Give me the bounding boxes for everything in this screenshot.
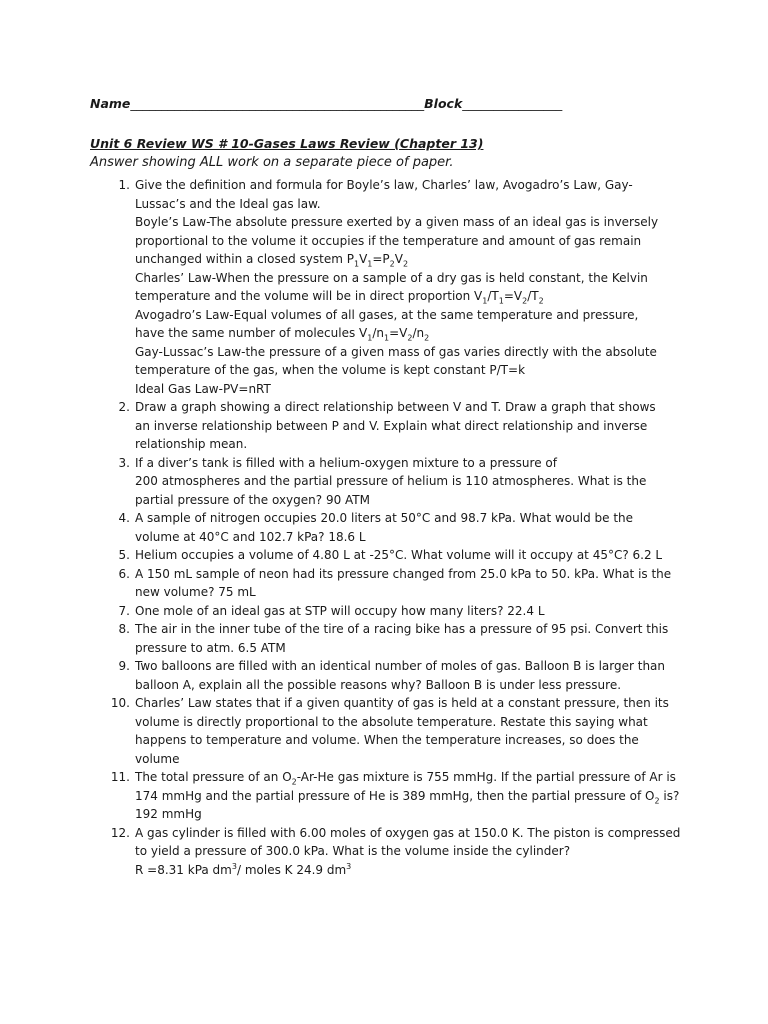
question-text-line: temperature of the gas, when the volume is kept constant P/T=k [135,363,526,377]
question-number: 1. [118,178,130,192]
question-text-line: balloon A, explain all the possible reasons why? Balloon B is under less pressure. [135,677,622,692]
question-text-line: have the same number of molecules $V_1/n_1=V_2/n_2$ [135,326,430,343]
question-text-line: Helium occupies a volume of 4.80 L at -25°C. What volume will it occupy at 45°C? 6.2 L [135,548,663,562]
question-item [108,546,682,565]
question-text-line: A gas cylinder is filled with 6.00 moles of oxygen gas at 150.0 K. The piston is compressed [135,825,681,840]
worksheet-title: Unit 6 Review WS # 10-Gases Laws Review (Chapter 13) [90,136,484,151]
question-item [108,565,682,602]
question-text-line: volume is directly proportional to the absolute temperature. Restate this saying what [135,714,648,729]
question-number: 11. [110,770,130,784]
question-text-line: happens to temperature and volume. When the temperature increases, so does the [135,733,639,747]
question-text-line: Lussac’s and the Ideal gas law. [135,196,321,211]
question-text-line: 200 atmospheres and the partial pressure of helium is 110 atmospheres. What is the [135,474,647,488]
question-text-line: Boyle’s Law-The absolute pressure exerted by a given mass of an ideal gas is inversely [135,215,659,229]
question-number: 7. [118,603,130,618]
question-item [108,768,682,824]
question-text-line: A 150 mL sample of neon had its pressure changed from 25.0 kPa to 50. kPa. What is the [135,566,672,581]
block-blank: ________________ [462,96,563,111]
question-text-line: an inverse relationship between P and V. Explain what direct relationship and inverse [135,418,648,433]
question-text-line: to yield a pressure of 300.0 kPa. What is the volume inside the cylinder? [135,844,571,858]
question-text-line: Ideal Gas Law-PV=nRT [135,381,271,396]
question-item [108,602,682,621]
question-text-line: 192 mmHg [135,807,202,821]
question-text-line: A sample of nitrogen occupies 20.0 liters at 50°C and 98.7 kPa. What would be the [135,511,634,525]
question-number: 2. [118,400,130,414]
question-text-line: The total pressure of an $O_2-Ar-He$ gas mixture is 755 mmHg. If the partial pressure of Ar is [135,770,676,787]
question-item [108,620,682,657]
question-number: 5. [118,548,130,562]
question-number: 10. [110,696,130,710]
question-text-line: unchanged within a closed system $P_1V_1=P_2V_2$ [135,252,409,269]
question-text-line: new volume? 75 mL [135,585,256,599]
question-text-line: 174 mmHg and the partial pressure of He is 389 mmHg, then the partial pressure of $O_2$ is? [135,788,680,805]
question-item [108,398,682,454]
instruction-text: Answer showing ALL work on a separate piece of paper. [90,155,454,170]
question-item [108,657,682,694]
question-text-line: Two balloons are filled with an identical number of moles of gas. Balloon B is larger than [135,659,666,673]
name-label: Name [90,96,131,111]
question-text-line: partial pressure of the oxygen? 90 ATM [135,492,370,507]
question-item [108,176,682,398]
question-item [108,824,682,880]
question-text-line: pressure to atm. 6.5 ATM [135,640,286,655]
question-text-line: One mole of an ideal gas at STP will occupy how many liters? 22.4 L [135,603,545,618]
question-text-line: R =8.31 kPa $dm^3/$ moles K 24.9 $dm^3$ [135,861,352,877]
question-text-line: volume at 40°C and 102.7 kPa? 18.6 L [135,529,366,544]
question-number: 9. [118,659,130,673]
question-text-line: proportional to the volume it occupies if the temperature and amount of gas remain [135,233,642,248]
question-item [108,694,682,768]
question-text-line: relationship mean. [135,437,248,451]
header-line [90,96,690,111]
question-number: 8. [118,622,130,636]
question-text-line: Draw a graph showing a direct relationship between V and T. Draw a graph that shows [135,400,656,414]
question-text-line: Charles’ Law states that if a given quantity of gas is held at a constant pressure, then its [135,696,669,710]
question-item [108,454,682,510]
name-blank: _______________________________________________ [130,96,425,111]
question-text-line: If a diver’s tank is filled with a helium-oxygen mixture to a pressure of [135,455,557,470]
question-text-line: Give the definition and formula for Boyle’s law, Charles’ law, Avogadro’s Law, Gay- [135,178,633,192]
question-number: 3. [118,455,130,470]
question-text-line: Avogadro’s Law-Equal volumes of all gases, at the same temperature and pressure, [135,307,639,322]
question-item [108,509,682,546]
question-number: 6. [118,566,130,581]
block-label: Block [424,96,463,111]
question-text-line: volume [135,751,180,766]
question-text-line: The air in the inner tube of the tire of a racing bike has a pressure of 95 psi. Convert this [135,622,669,636]
question-text-line: Gay-Lussac’s Law-the pressure of a given mass of gas varies directly with the absolute [135,344,657,359]
question-text-line: Charles’ Law-When the pressure on a sample of a dry gas is held constant, the Kelvin [135,270,648,285]
question-list [108,176,682,879]
question-number: 4. [118,511,130,525]
question-number: 12. [110,825,130,840]
question-text-line: temperature and the volume will be in direct proportion $V_1/T_1=V_2/T_2$ [135,289,544,306]
